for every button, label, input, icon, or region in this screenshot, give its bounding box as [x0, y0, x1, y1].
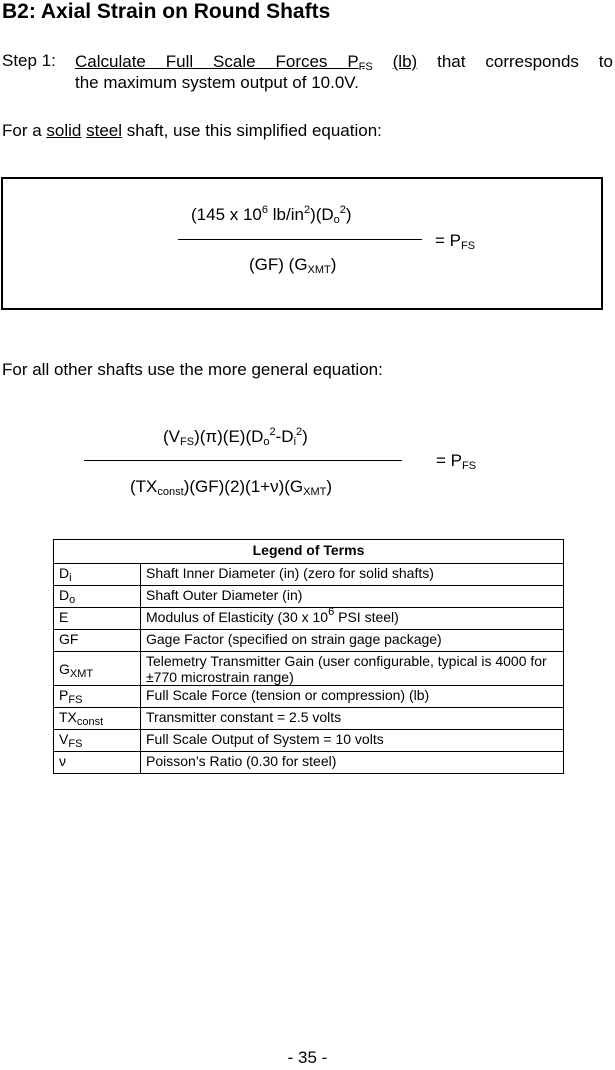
legend-symbol: $V_{FS}$	[54, 730, 141, 752]
legend-description: Telemetry Transmitter Gain (user configurable, typical is 4000 for ±770 microstrain range)	[141, 652, 564, 686]
legend-symbol: $TX_{const}$	[54, 708, 141, 730]
general-equation-denominator: $(TX_{const})(GF)(2)(1+\nu)(G_{XMT})$	[130, 477, 333, 498]
step-link: Calculate Full Scale Forces $P_{FS}$	[75, 52, 373, 73]
step-label: Step 1:	[2, 51, 56, 70]
legend-description: Full Scale Force (tension or compression) (lb)	[141, 686, 564, 708]
legend-description: Modulus of Elasticity (30 x $10^6$ PSI steel)	[141, 608, 564, 630]
table-row	[54, 730, 564, 752]
legend-description: Gage Factor (specified on strain gage package)	[141, 630, 564, 652]
legend-symbol: ν	[54, 752, 141, 774]
other-shafts-intro: For all other shafts use the more general equation:	[2, 360, 383, 379]
table-row	[54, 608, 564, 630]
simple-equation-fraction-bar	[178, 239, 422, 240]
table-row	[54, 708, 564, 730]
legend-symbol: $G_{XMT}$	[54, 652, 141, 686]
legend-description: Shaft Outer Diameter (in)	[141, 586, 564, 608]
solid-shaft-intro: For a solid steel shaft, use this simplified equation:	[2, 121, 382, 140]
table-row	[54, 586, 564, 608]
general-equation-fraction-bar	[84, 460, 402, 461]
legend-description: Full Scale Output of System = 10 volts	[141, 730, 564, 752]
simple-equation-denominator: (GF) $(G_{XMT})$	[249, 255, 337, 276]
legend-symbol: $P_{FS}$	[54, 686, 141, 708]
legend-description: Poisson’s Ratio (0.30 for steel)	[141, 752, 564, 774]
page-number: - 35 -	[287, 1048, 328, 1067]
legend-symbol: $D_o$	[54, 586, 141, 608]
table-row	[54, 752, 564, 774]
legend-description: Transmitter constant = 2.5 volts	[141, 708, 564, 730]
table-row	[54, 630, 564, 652]
simple-equation-result: = $P_{FS}$	[435, 231, 476, 252]
legend-header: Legend of Terms	[54, 540, 564, 564]
legend-symbol: $D_i$	[54, 564, 141, 586]
legend-symbol: GF	[54, 630, 141, 652]
general-equation-numerator: $(V_{FS})(\pi)(E)(D_o^2-D_i^2)$	[163, 426, 308, 448]
section-title: B2: Axial Strain on Round Shafts	[2, 0, 331, 23]
step-link-units: (lb)	[392, 52, 418, 71]
simple-equation-numerator: (145 x $10^6$ $lb/in^2)(D_o^2)$	[191, 204, 352, 226]
simple-equation-box	[1, 177, 603, 310]
general-equation-result: = $P_{FS}$	[436, 451, 477, 472]
step-text: Calculate Full Scale Forces $P_{FS}$ (lb) that corresponds to	[75, 52, 613, 73]
legend-description: Shaft Inner Diameter (in) (zero for solid shafts)	[141, 564, 564, 586]
step-text-line2: the maximum system output of 10.0V.	[75, 73, 359, 92]
table-row	[54, 564, 564, 586]
table-row	[54, 686, 564, 708]
legend-table	[53, 539, 564, 774]
legend-symbol: E	[54, 608, 141, 630]
table-row	[54, 652, 564, 686]
